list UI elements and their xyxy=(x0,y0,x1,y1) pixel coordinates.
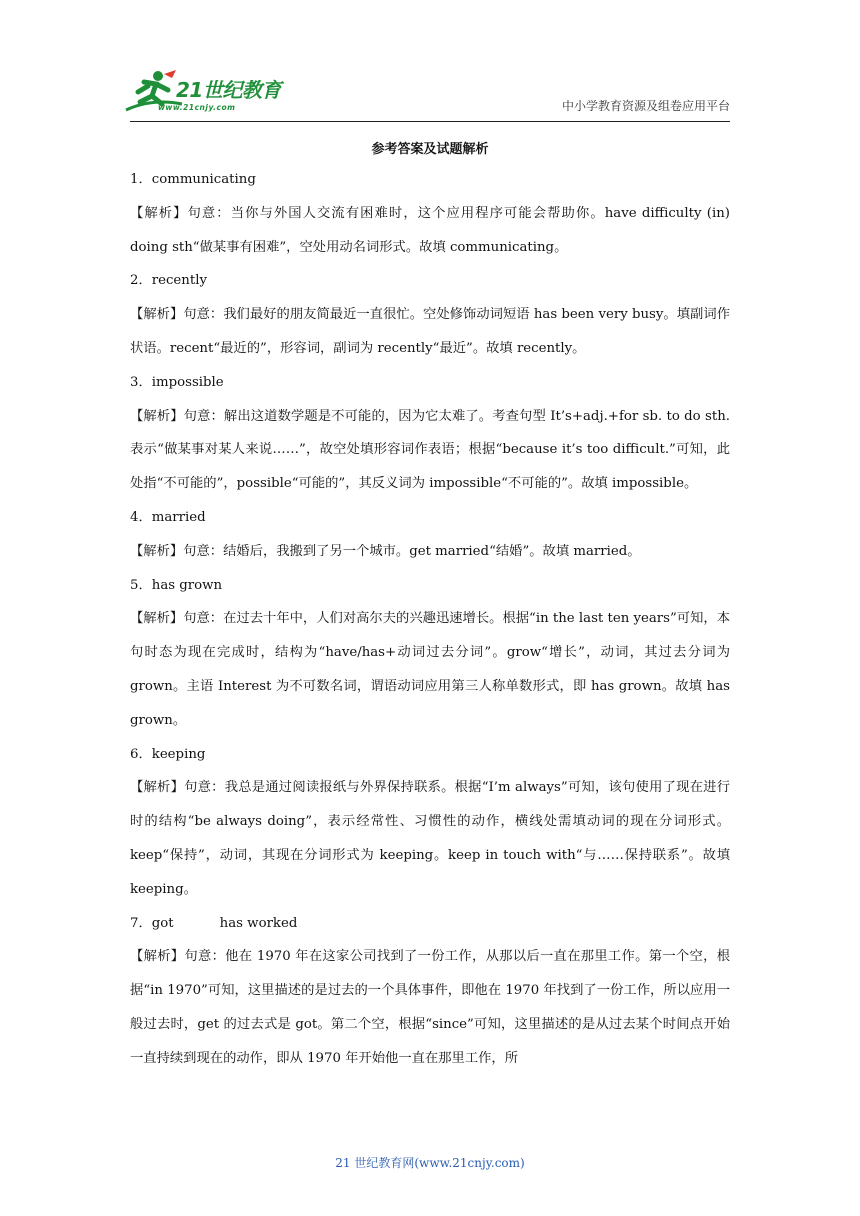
answer-list xyxy=(130,163,730,1076)
answer-head: 3．impossible xyxy=(130,374,224,390)
answer-1: got xyxy=(151,915,174,931)
answer-head: 2．recently xyxy=(130,273,207,289)
answer-number: 7． xyxy=(130,915,152,931)
answer-explanation: 【解析】句意：我们最好的朋友简最近一直很忙。空处修饰动词短语 has been very busy。填副词作状语。recent“最近的”，形容词，副词为 recently“最近”。故填 recently。 xyxy=(130,307,730,356)
answer-explanation: 【解析】句意：当你与外国人交流有困难时，这个应用程序可能会帮助你。have difficulty (in) doing sth“做某事有困难”，空处用动名词形式。故填 communicating。 xyxy=(130,205,730,255)
answer-explanation: 【解析】句意：在过去十年中，人们对高尔夫的兴趣迅速增长。根据“in the last ten years”可知，本句时态为现在完成时，结构为“have/has+动词过去分词”。grow“增长”，动词，其过去分词为 grown。主语 Interest 为不可数名词，谓语动词应用第三人称单数形式，即 has grown。故填 has grown。 xyxy=(130,611,730,728)
page-title: 参考答案及试题解析 xyxy=(371,142,489,157)
answer-explanation: 【解析】句意：解出这道数学题是不可能的，因为它太难了。考查句型 It’s+adj.+for sb. to do sth.表示“做某事对某人来说……”，故空处填形容词作表语；根据“because it’s too difficult.”可知，此处指“不可能的”，possible“可能的”，其反义词为 impossible“不可能的”。故填 impossible。 xyxy=(130,408,730,492)
answer-head: 5．has grown xyxy=(130,577,223,593)
answer-head: 6．keeping xyxy=(130,746,206,762)
answer-item-4 xyxy=(130,501,730,569)
answer-explanation: 【解析】句意：我总是通过阅读报纸与外界保持联系。根据“I’m always”可知，该句使用了现在进行时的结构“be always doing”，表示经常性、习惯性的动作，横线处需填动词的现在分词形式。keep“保持”，动词，其现在分词形式为 keeping。keep in touch with“与……保持联系”。故填 keeping。 xyxy=(130,780,730,897)
page-header xyxy=(0,0,860,125)
answer-head xyxy=(130,907,730,941)
answer-head: 1．communicating xyxy=(130,172,256,187)
answer-item-3 xyxy=(130,366,730,501)
logo-text: 21世纪教育 xyxy=(176,78,281,102)
answer-item-1 xyxy=(130,163,730,264)
answer-2: has worked xyxy=(219,915,298,931)
answer-explanation: 【解析】句意：结婚后，我搬到了另一个城市。get married“结婚”。故填 married。 xyxy=(130,543,641,559)
platform-name: 中小学教育资源及组卷应用平台 xyxy=(561,99,730,113)
answer-item-5 xyxy=(130,569,730,738)
answer-item-7 xyxy=(130,907,730,1076)
answer-head: 4．married xyxy=(130,509,206,525)
page-footer: 21 世纪教育网(www.21cnjy.com) xyxy=(335,1156,525,1170)
answer-explanation: 【解析】句意：他在 1970 年在这家公司找到了一份工作，从那以后一直在那里工作。第一个空，根据“in 1970”可知，这里描述的是过去的一个具体事件，即他在 1970 年找到了一份工作，所以应用一般过去时，get 的过去式是 got。第二个空，根据“since”可知，这里描述的是从过去某个时间点开始一直持续到现在的动作，即从 1970 年开始他一直在那里工作，所 xyxy=(130,949,730,1066)
logo-url: www.21cnjy.com xyxy=(158,103,236,112)
answer-item-2 xyxy=(130,264,730,365)
answer-item-6 xyxy=(130,738,730,907)
header-divider xyxy=(130,121,730,122)
